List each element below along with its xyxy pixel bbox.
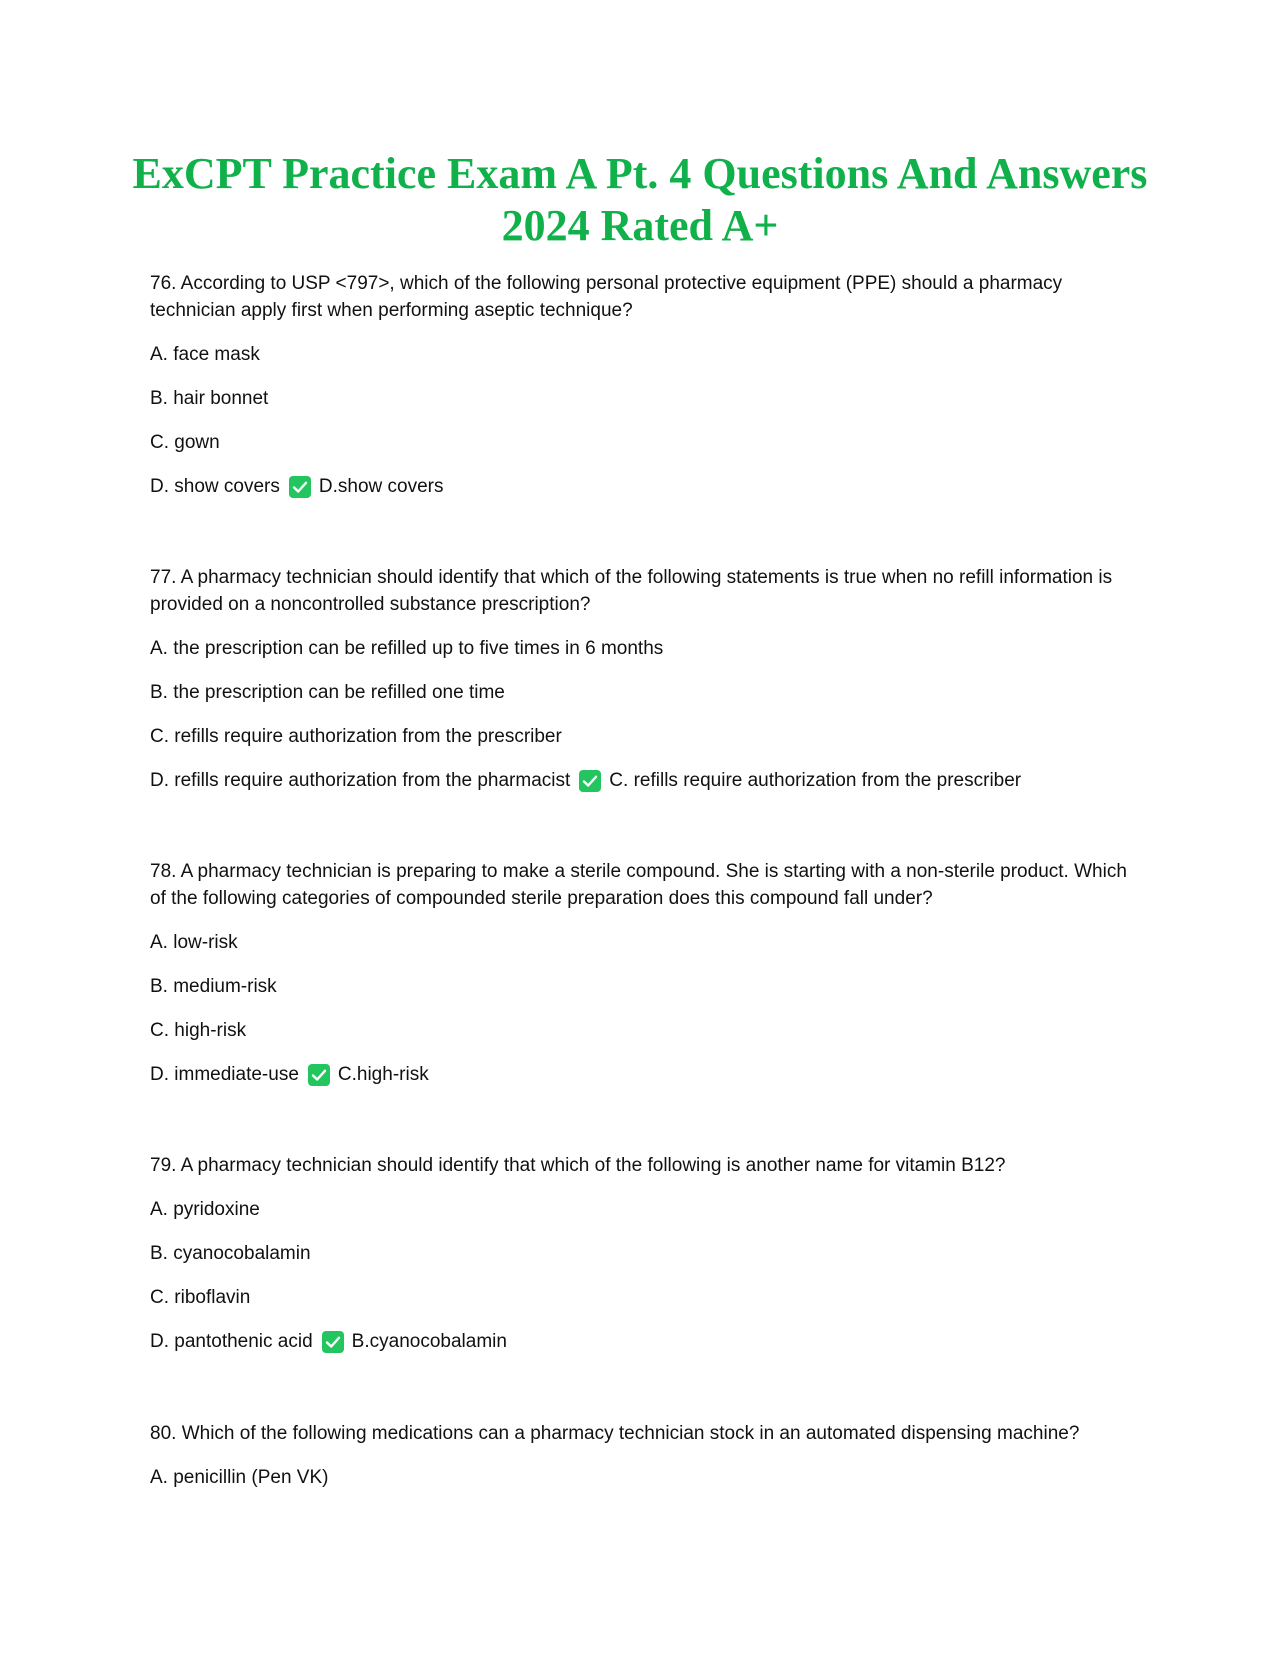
title-line-2: 2024 Rated A+	[501, 201, 779, 250]
option-d: D. pantothenic acid	[150, 1331, 313, 1352]
question-text: 79. A pharmacy technician should identify that which of the following is another name for vitamin B12?	[150, 1155, 1006, 1176]
correct-answer: D.show covers	[318, 476, 444, 497]
option-a: A. pyridoxine	[150, 1199, 260, 1220]
option-d: D. immediate-use	[150, 1064, 299, 1085]
question-77	[150, 564, 1130, 794]
option-d: D. refills require authorization from the pharmacist	[150, 770, 571, 791]
title-line-1: ExCPT Practice Exam A Pt. 4 Questions And Answers	[132, 149, 1148, 198]
option-b: B. the prescription can be refilled one time	[150, 682, 505, 703]
option-c: C. gown	[150, 432, 220, 453]
document-title	[100, 148, 1180, 252]
question-80	[150, 1420, 1130, 1491]
option-a: A. the prescription can be refilled up to five times in 6 months	[150, 638, 664, 659]
check-icon	[579, 770, 601, 792]
question-78	[150, 858, 1130, 1088]
question-text: 80. Which of the following medications can a pharmacy technician stock in an automated dispensing machine?	[150, 1423, 1080, 1444]
option-c: C. high-risk	[150, 1020, 247, 1041]
option-a: A. low-risk	[150, 932, 238, 953]
option-a: A. face mask	[150, 344, 260, 365]
option-a: A. penicillin (Pen VK)	[150, 1467, 329, 1488]
answer-line	[150, 1061, 1130, 1088]
question-76	[150, 270, 1130, 500]
option-b: B. hair bonnet	[150, 388, 269, 409]
check-icon	[289, 476, 311, 498]
answer-line	[150, 473, 1130, 500]
correct-answer: B.cyanocobalamin	[351, 1331, 507, 1352]
answer-line	[150, 1328, 1130, 1355]
correct-answer: C. refills require authorization from the prescriber	[609, 770, 1022, 791]
question-text: 76. According to USP <797>, which of the following personal protective equipment (PPE) should a pharmacy technician apply first when performing aseptic technique?	[150, 273, 1063, 321]
check-icon	[322, 1331, 344, 1353]
option-c: C. riboflavin	[150, 1287, 251, 1308]
answer-line	[150, 767, 1130, 794]
option-c: C. refills require authorization from the prescriber	[150, 726, 562, 747]
question-79	[150, 1152, 1130, 1355]
question-text: 77. A pharmacy technician should identify that which of the following statements is true when no refill information is provided on a noncontrolled substance prescription?	[150, 567, 1113, 615]
question-text: 78. A pharmacy technician is preparing to make a sterile compound. She is starting with a non-sterile product. Which of the following categories of compounded sterile preparation does this compound fall under?	[150, 861, 1127, 909]
option-d: D. show covers	[150, 476, 280, 497]
option-b: B. medium-risk	[150, 976, 277, 997]
check-icon	[308, 1064, 330, 1086]
option-b: B. cyanocobalamin	[150, 1243, 311, 1264]
correct-answer: C.high-risk	[337, 1064, 429, 1085]
